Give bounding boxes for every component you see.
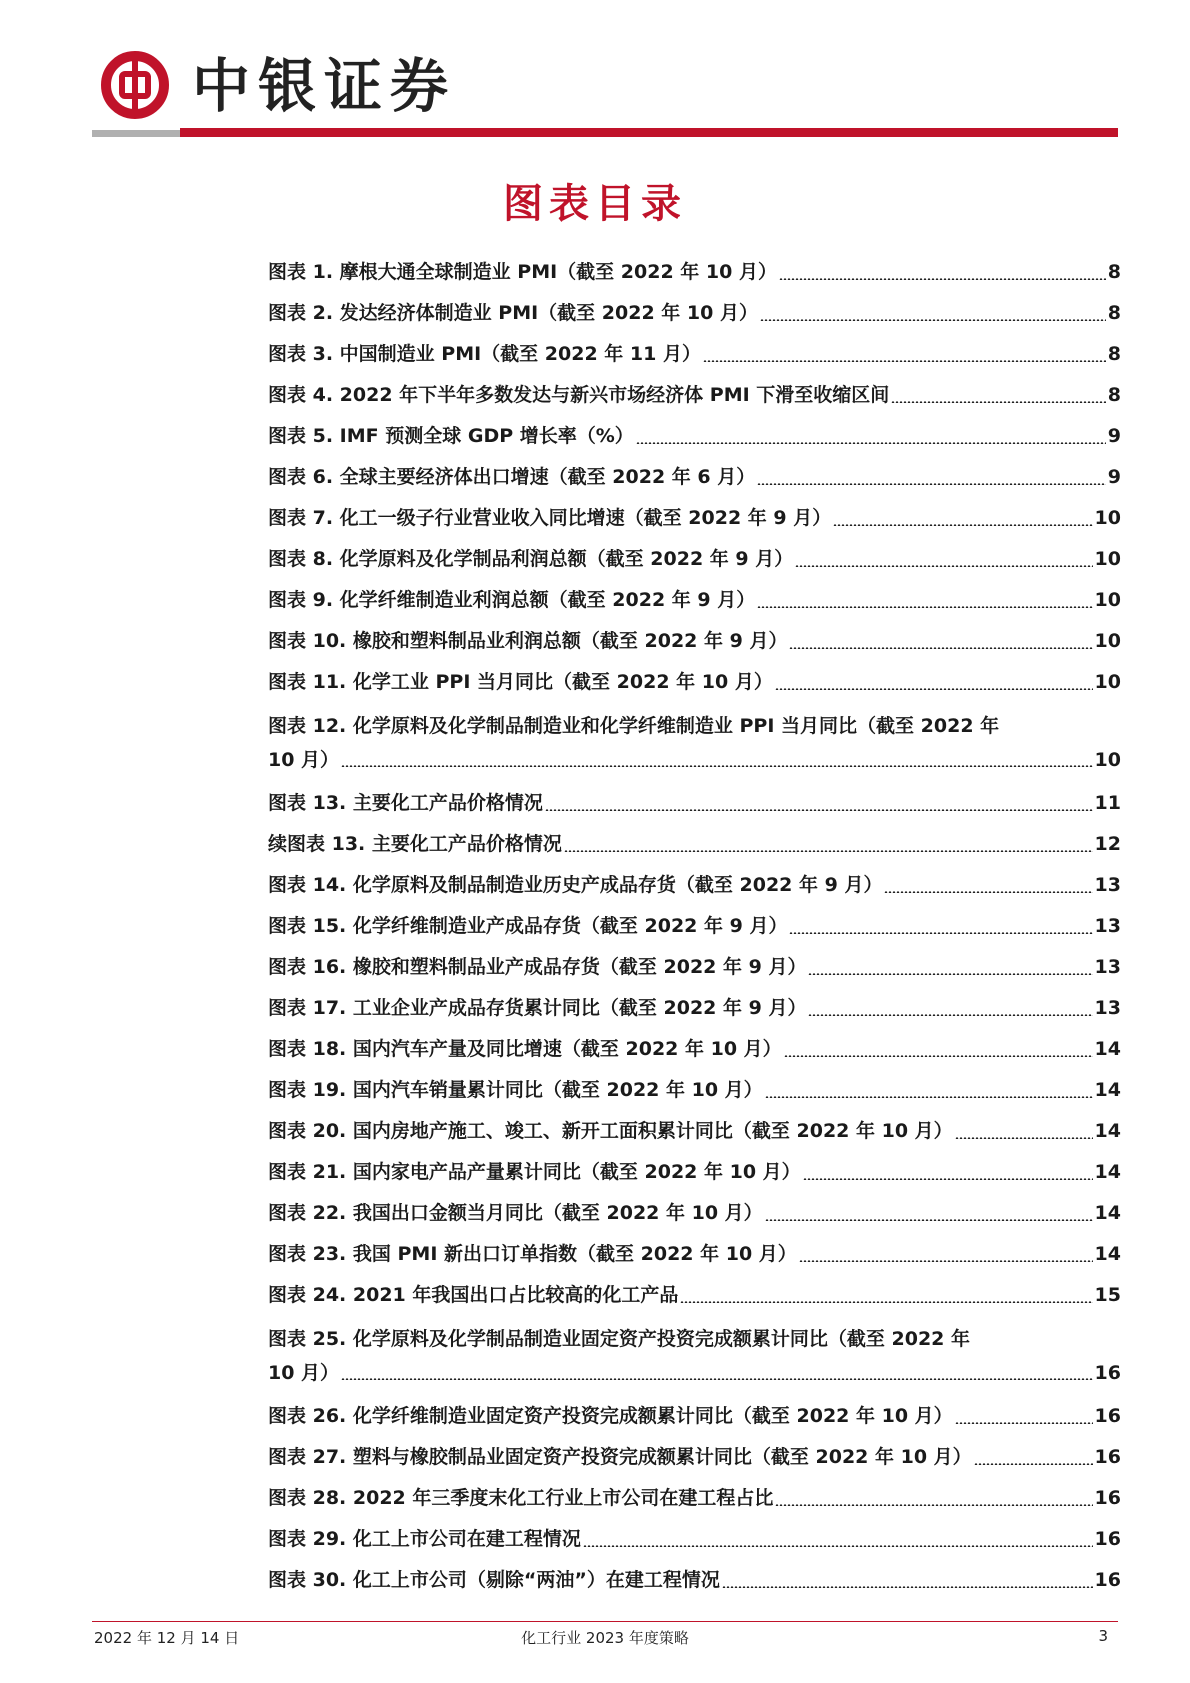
toc-entry-label-continued: 10 月）	[268, 1362, 340, 1384]
toc-entry-label: 续图表 13. 主要化工产品价格情况	[268, 833, 562, 855]
toc-entry-label: 图表 24. 2021 年我国出口占比较高的化工产品	[268, 1284, 679, 1306]
toc-entry[interactable]	[268, 1560, 1121, 1601]
toc-entry[interactable]	[268, 375, 1121, 416]
toc-entry-page: 14	[1094, 1243, 1121, 1265]
dot-leader	[779, 278, 1106, 280]
dot-leader	[803, 1178, 1093, 1180]
toc-entry-page: 16	[1094, 1528, 1121, 1550]
dot-leader	[789, 932, 1092, 934]
toc-entry-label: 图表 12. 化学原料及化学制品制造业和化学纤维制造业 PPI 当月同比（截至 2022 年	[268, 715, 1000, 737]
toc-entry-label: 图表 7. 化工一级子行业营业收入同比增速（截至 2022 年 9 月）	[268, 507, 832, 529]
toc-entry-page: 16	[1094, 1569, 1121, 1591]
toc-entry-label: 图表 22. 我国出口金额当月同比（截至 2022 年 10 月）	[268, 1202, 763, 1224]
toc-entry-page: 16	[1094, 1405, 1121, 1427]
toc-entry[interactable]	[268, 1275, 1121, 1316]
toc-entry-page: 10	[1094, 589, 1121, 611]
toc-entry-page: 14	[1094, 1079, 1121, 1101]
toc-entry-page: 16	[1094, 1362, 1121, 1384]
toc-entry[interactable]	[268, 1111, 1121, 1152]
toc-entry-label: 图表 27. 塑料与橡胶制品业固定资产投资完成额累计同比（截至 2022 年 10 月）	[268, 1446, 972, 1468]
toc-entry-page: 9	[1107, 466, 1121, 488]
toc-entry[interactable]	[268, 252, 1121, 293]
toc-entry[interactable]	[268, 1152, 1121, 1193]
toc-entry-page: 10	[1094, 548, 1121, 570]
toc-entry-label: 图表 28. 2022 年三季度末化工行业上市公司在建工程占比	[268, 1487, 774, 1509]
toc-entry[interactable]	[268, 539, 1121, 580]
toc-entry[interactable]	[268, 1029, 1121, 1070]
toc-entry-page: 13	[1094, 915, 1121, 937]
dot-leader	[680, 1301, 1092, 1303]
toc-entry-label: 图表 19. 国内汽车销量累计同比（截至 2022 年 10 月）	[268, 1079, 763, 1101]
toc-entry-page: 8	[1107, 302, 1121, 324]
toc-entry[interactable]	[268, 783, 1121, 824]
dot-leader	[765, 1219, 1093, 1221]
dot-leader	[784, 1055, 1093, 1057]
toc-entry-label: 图表 21. 国内家电产品产量累计同比（截至 2022 年 10 月）	[268, 1161, 801, 1183]
footer-report-title: 化工行业 2023 年度策略	[521, 1629, 689, 1647]
toc-entry-page: 10	[1094, 749, 1121, 771]
dot-leader	[564, 850, 1093, 852]
dot-leader	[808, 973, 1092, 975]
toc-entry-label: 图表 6. 全球主要经济体出口增速（截至 2022 年 6 月）	[268, 466, 756, 488]
footer-page-number: 3	[1098, 1627, 1108, 1645]
toc-entry-page: 14	[1094, 1161, 1121, 1183]
toc-entry[interactable]	[268, 416, 1121, 457]
toc-entry-label: 图表 17. 工业企业产成品存货累计同比（截至 2022 年 9 月）	[268, 997, 807, 1019]
toc-entry-page: 14	[1094, 1120, 1121, 1142]
footer-date: 2022 年 12 月 14 日	[94, 1629, 240, 1647]
toc-entry-label: 图表 14. 化学原料及制品制造业历史产成品存货（截至 2022 年 9 月）	[268, 874, 883, 896]
toc-entry-page: 9	[1107, 425, 1121, 447]
dot-leader	[891, 401, 1105, 403]
toc-entry[interactable]	[268, 293, 1121, 334]
toc-entry[interactable]	[268, 1234, 1121, 1275]
toc-entry[interactable]	[268, 334, 1121, 375]
dot-leader	[884, 891, 1092, 893]
toc-entry-page: 15	[1094, 1284, 1121, 1306]
toc-entry[interactable]	[268, 1437, 1121, 1478]
toc-entry[interactable]	[268, 1478, 1121, 1519]
dot-leader	[545, 809, 1093, 811]
toc-entry-page: 10	[1094, 507, 1121, 529]
brand-name: 中银证券	[192, 52, 457, 120]
toc-title: 图表目录	[503, 180, 687, 227]
toc-entry-label: 图表 23. 我国 PMI 新出口订单指数（截至 2022 年 10 月）	[268, 1243, 797, 1265]
toc-entry-label: 图表 3. 中国制造业 PMI（截至 2022 年 11 月）	[268, 343, 701, 365]
toc-entry-page: 8	[1107, 343, 1121, 365]
toc-entry-page: 14	[1094, 1038, 1121, 1060]
dot-leader	[799, 1260, 1093, 1262]
toc-entry-page: 14	[1094, 1202, 1121, 1224]
toc-entry-label: 图表 30. 化工上市公司（剔除“两油”）在建工程情况	[268, 1569, 720, 1591]
dot-leader	[703, 360, 1106, 362]
dot-leader	[808, 1014, 1092, 1016]
toc-entry-page: 8	[1107, 261, 1121, 283]
toc-entry-label: 图表 13. 主要化工产品价格情况	[268, 792, 543, 814]
toc-entry-page: 8	[1107, 384, 1121, 406]
toc-entry[interactable]	[268, 947, 1121, 988]
footer-rule	[92, 1621, 1118, 1622]
toc-entry[interactable]	[268, 662, 1121, 703]
toc-entry[interactable]	[268, 498, 1121, 539]
toc-entry-label: 图表 11. 化学工业 PPI 当月同比（截至 2022 年 10 月）	[268, 671, 773, 693]
toc-entry-page: 11	[1094, 792, 1121, 814]
toc-entry-label: 图表 20. 国内房地产施工、竣工、新开工面积累计同比（截至 2022 年 10 月）	[268, 1120, 953, 1142]
toc-entry-label: 图表 9. 化学纤维制造业利润总额（截至 2022 年 9 月）	[268, 589, 756, 611]
toc-entry[interactable]	[268, 1519, 1121, 1560]
dot-leader	[955, 1137, 1093, 1139]
boc-logo-icon	[100, 50, 170, 120]
toc-entry-label: 图表 1. 摩根大通全球制造业 PMI（截至 2022 年 10 月）	[268, 261, 777, 283]
dot-leader	[775, 688, 1093, 690]
toc-entry[interactable]	[268, 457, 1121, 498]
toc-entry-page: 12	[1094, 833, 1121, 855]
toc-entry[interactable]	[268, 703, 1121, 783]
toc-entry-page: 13	[1094, 956, 1121, 978]
toc-entry-page: 13	[1094, 997, 1121, 1019]
toc-entry[interactable]	[268, 621, 1121, 662]
dot-leader	[760, 319, 1106, 321]
dot-leader	[775, 1504, 1092, 1506]
dot-leader	[833, 524, 1092, 526]
toc-entry[interactable]	[268, 824, 1121, 865]
toc-entry-label: 图表 16. 橡胶和塑料制品业产成品存货（截至 2022 年 9 月）	[268, 956, 807, 978]
toc-entry-label-continued: 10 月）	[268, 749, 340, 771]
dot-leader	[583, 1545, 1093, 1547]
dot-leader	[757, 483, 1106, 485]
dot-leader	[757, 606, 1092, 608]
toc-entry[interactable]	[268, 1193, 1121, 1234]
dot-leader	[341, 765, 1092, 767]
toc-entry-page: 16	[1094, 1446, 1121, 1468]
toc-entry-label: 图表 18. 国内汽车产量及同比增速（截至 2022 年 10 月）	[268, 1038, 782, 1060]
dot-leader	[789, 647, 1092, 649]
toc-entry-page: 10	[1094, 630, 1121, 652]
dot-leader	[974, 1463, 1093, 1465]
toc-entry-label: 图表 8. 化学原料及化学制品利润总额（截至 2022 年 9 月）	[268, 548, 794, 570]
dot-leader	[765, 1096, 1093, 1098]
toc-entry-label: 图表 26. 化学纤维制造业固定资产投资完成额累计同比（截至 2022 年 10 月）	[268, 1405, 953, 1427]
toc-entry-label: 图表 15. 化学纤维制造业产成品存货（截至 2022 年 9 月）	[268, 915, 788, 937]
toc-entry[interactable]	[268, 988, 1121, 1029]
header-rule-grey	[92, 130, 180, 137]
toc-entry-label: 图表 10. 橡胶和塑料制品业利润总额（截至 2022 年 9 月）	[268, 630, 788, 652]
toc-entry-label: 图表 29. 化工上市公司在建工程情况	[268, 1528, 581, 1550]
toc-entry-label: 图表 5. IMF 预测全球 GDP 增长率（%）	[268, 425, 634, 447]
table-of-figures	[268, 252, 1121, 1601]
toc-entry-page: 13	[1094, 874, 1121, 896]
header-rule-red	[180, 128, 1118, 137]
toc-entry-label: 图表 4. 2022 年下半年多数发达与新兴市场经济体 PMI 下滑至收缩区间	[268, 384, 890, 406]
toc-entry-label: 图表 2. 发达经济体制造业 PMI（截至 2022 年 10 月）	[268, 302, 758, 324]
page-footer	[92, 1627, 1118, 1651]
toc-entry[interactable]	[268, 1070, 1121, 1111]
dot-leader	[341, 1378, 1092, 1380]
dot-leader	[955, 1422, 1093, 1424]
page-header	[92, 40, 1118, 140]
dot-leader	[636, 442, 1106, 444]
toc-entry[interactable]	[268, 1396, 1121, 1437]
toc-entry-page: 16	[1094, 1487, 1121, 1509]
toc-entry[interactable]	[268, 906, 1121, 947]
toc-entry[interactable]	[268, 580, 1121, 621]
toc-entry[interactable]	[268, 1316, 1121, 1396]
toc-entry-label: 图表 25. 化学原料及化学制品制造业固定资产投资完成额累计同比（截至 2022 年	[268, 1328, 970, 1350]
toc-entry-page: 10	[1094, 671, 1121, 693]
dot-leader	[795, 565, 1092, 567]
toc-entry[interactable]	[268, 865, 1121, 906]
dot-leader	[722, 1586, 1093, 1588]
